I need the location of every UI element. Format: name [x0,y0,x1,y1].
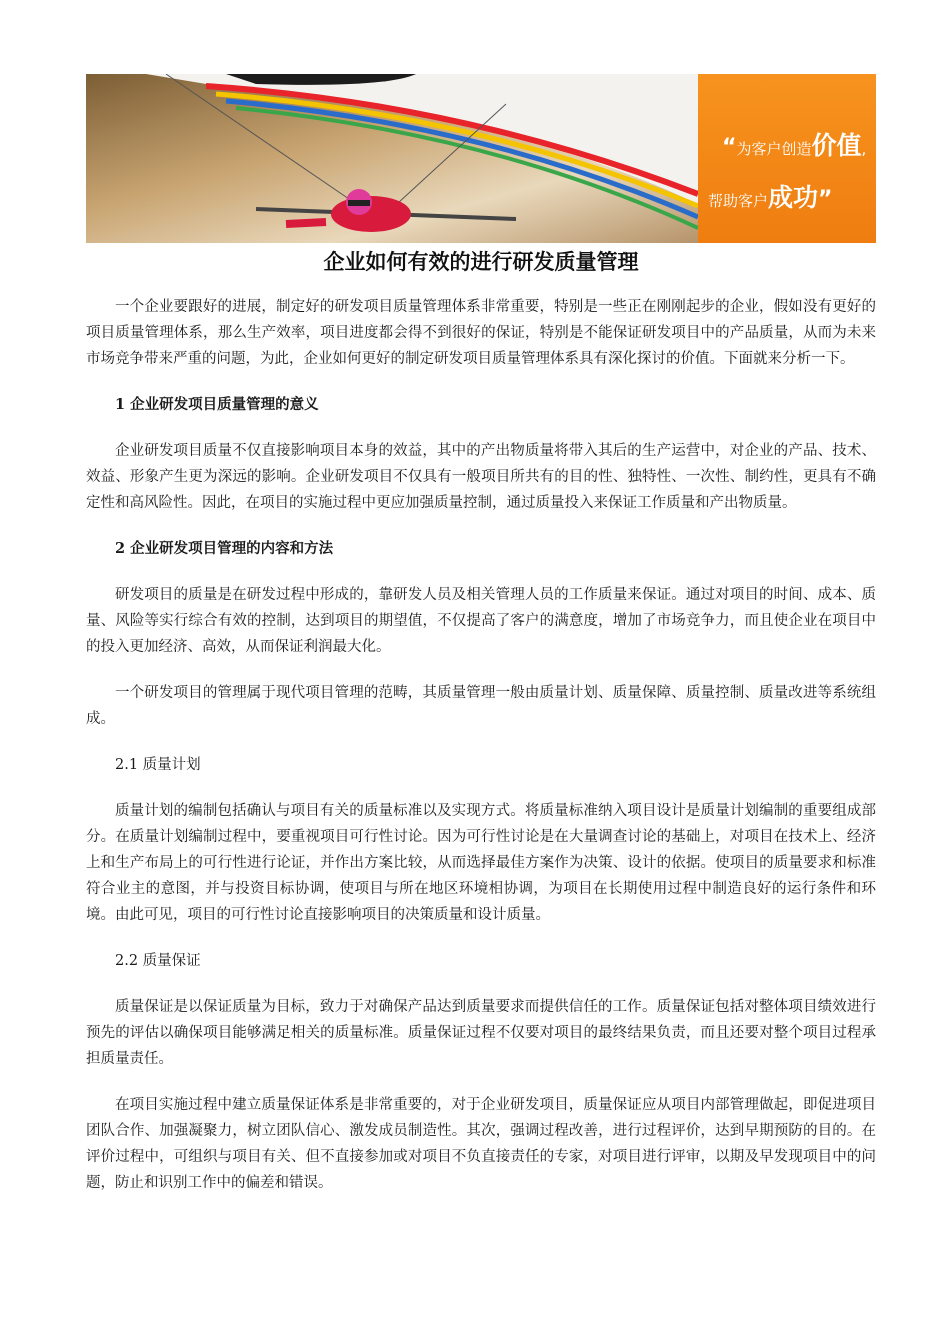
slogan-line-1-emphasis: 价值 [811,131,862,160]
slogan-line-1-text: 为客户创造 [736,140,812,158]
paragraph-management-scope: 一个研发项目的管理属于现代项目管理的范畴，其质量管理一般由质量计划、质量保障、质量控制、质量改进等系统组成。 [86,685,876,727]
subsection-heading-2-1: 2.1 质量计划 [115,757,201,773]
slogan-line-2-emphasis: 成功 [768,183,819,212]
intro-paragraph: 一个企业要跟好的进展，制定好的研发项目质量管理体系非常重要，特别是一些正在刚刚起步的企业，假如没有更好的项目质量管理体系，那么生产效率，项目进度都会得不到很好的保证，特别是不能保证研发项目中的产品质量，从而为未来市场竞争带来严重的问题，为此，企业如何更好的制定研发项目质量管理体系具有深化探讨的价值。下面就来分析一下。 [86,299,876,367]
close-quote-icon: ” [818,187,833,212]
header-banner [86,74,876,243]
hang-glider-photo [86,74,698,243]
slogan-line-1 [722,126,866,162]
paragraph-significance: 企业研发项目质量不仅直接影响项目本身的效益，其中的产出物质量将带入其后的生产运营中，对企业的产品、技术、效益、形象产生更为深远的影响。企业研发项目不仅具有一般项目所共有的目的性、独特性、一次性、制约性，更具有不确定性和高风险性。因此，在项目的实施过程中更应加强质量控制，通过质量投入来保证工作质量和产出物质量。 [86,443,876,511]
section-heading-2: 2 企业研发项目管理的内容和方法 [115,540,334,557]
slogan-line-2-text: 帮助客户 [708,192,769,210]
paragraph-quality-plan: 质量计划的编制包括确认与项目有关的质量标准以及实现方式。将质量标准纳入项目设计是质量计划编制的重要组成部分。在质量计划编制过程中，要重视项目可行性讨论。因为可行性讨论是在大量调查讨论的基础上，对项目在技术上、经济上和生产布局上的可行性进行论证，并作出方案比较，从而选择最佳方案作为决策、设计的依据。使项目的质量要求和标准符合业主的意图，并与投资目标协调，使项目与所在地区环境相协调，为项目在长期使用过程中制造良好的运行条件和环境。由此可见，项目的可行性讨论直接影响项目的决策质量和设计质量。 [86,803,876,923]
paragraph-content-method: 研发项目的质量是在研发过程中形成的，靠研发人员及相关管理人员的工作质量来保证。通过对项目的时间、成本、质量、风险等实行综合有效的控制，达到项目的期望值，不仅提高了客户的满意度，增加了市场竞争力，而且使企业在项目中的投入更加经济、高效，从而保证利润最大化。 [86,587,876,655]
slogan-line-2 [708,178,833,214]
hang-glider-illustration [86,74,698,243]
document-title: 企业如何有效的进行研发质量管理 [323,250,639,274]
slogan-comma-icon: , [861,140,867,158]
slogan-panel [698,74,876,243]
subsection-heading-2-2: 2.2 质量保证 [115,953,201,969]
document-body [86,294,876,1196]
section-heading-1: 1 企业研发项目质量管理的意义 [115,396,319,413]
open-quote-icon: “ [722,135,737,160]
paragraph-quality-assurance: 质量保证是以保证质量为目标，致力于对确保产品达到质量要求而提供信任的工作。质量保证包括对整体项目绩效进行预先的评估以确保项目能够满足相关的质量标准。质量保证过程不仅要对项目的最终结果负责，而且还要对整个项目过程承担质量责任。 [86,999,876,1067]
paragraph-assurance-system: 在项目实施过程中建立质量保证体系是非常重要的，对于企业研发项目，质量保证应从项目内部管理做起，即促进项目团队合作、加强凝聚力，树立团队信心、激发成员制造性。其次，强调过程改善，进行过程评价，达到早期预防的目的。在评价过程中，可组织与项目有关、但不直接参加或对项目不负直接责任的专家，对项目进行评审，以期及早发现项目中的问题，防止和识别工作中的偏差和错误。 [86,1097,876,1191]
